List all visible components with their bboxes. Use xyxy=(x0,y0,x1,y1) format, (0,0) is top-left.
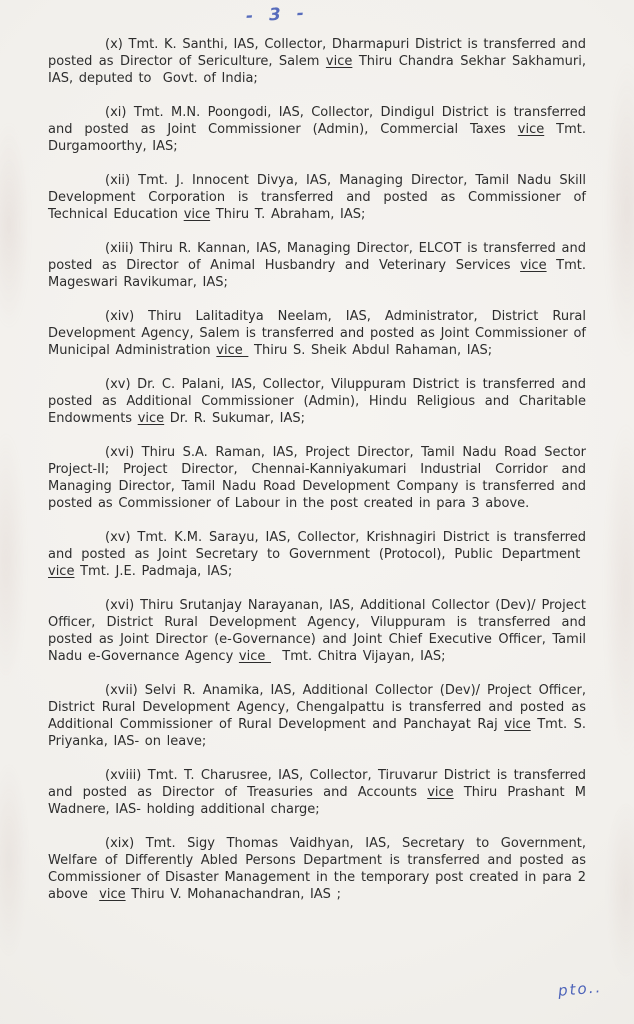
paragraph-x xyxy=(48,36,586,87)
scan-bleedthrough-artifact xyxy=(0,430,26,690)
paragraph-xv-2 xyxy=(48,529,586,580)
paragraph-xiv xyxy=(48,308,586,359)
paragraph-text: Tmt. J.E. Padmaja, IAS; xyxy=(74,564,233,579)
vice-underlined-word: vice xyxy=(238,649,271,664)
paragraph-text: Tmt. Chitra Vijayan, IAS; xyxy=(271,649,446,664)
scan-bleedthrough-artifact xyxy=(0,120,30,330)
paragraph-xiii xyxy=(48,240,586,291)
paragraph-xviii xyxy=(48,767,586,818)
vice-underlined-word: vice xyxy=(137,411,165,426)
paragraph-xvii xyxy=(48,682,586,750)
paragraph-text: (xi) Tmt. M.N. Poongodi, IAS, Collector, Dindigul District is transferred and posted as Joint Commissioner (Admin), Commercial Taxes xyxy=(48,105,586,137)
document-body xyxy=(48,36,586,903)
paragraph-text: Thiru Chandra Sekhar Sakhamuri, IAS, deputed to Govt. of India; xyxy=(48,54,586,86)
paragraph-text: (xvi) Thiru S.A. Raman, IAS, Project Director, Tamil Nadu Road Sector Project-II; Project Director, Chennai-Kanniyakumari Industrial Corridor and Managing Director, Tamil Nadu Road Development Company is transferred and posted as Commissioner of Labour in the post created in para 3 above. xyxy=(48,445,586,511)
paragraph-text: (xvi) Thiru Srutanjay Narayanan, IAS, Additional Collector (Dev)/ Project Officer, District Rural Development Agency, Viluppuram is transferred and posted as Joint Director (e-Governance) and Joint Chief Executive Officer, Tamil Nadu e-Governance Agency xyxy=(48,598,586,664)
scan-bleedthrough-artifact xyxy=(606,800,634,980)
handwritten-page-number: - 3 - xyxy=(245,3,310,27)
vice-underlined-word: vice xyxy=(99,887,126,902)
paragraph-text: (xv) Dr. C. Palani, IAS, Collector, Viluppuram District is transferred and posted as Additional Commissioner (Admin), Hindu Religious and Charitable Endowments xyxy=(48,377,586,426)
paragraph-xvi xyxy=(48,444,586,512)
paragraph-text: Thiru T. Abraham, IAS; xyxy=(210,207,366,222)
scan-bleedthrough-artifact xyxy=(604,420,634,760)
paragraph-text: Tmt. Mageswari Ravikumar, IAS; xyxy=(48,258,587,290)
paragraph-text: Thiru Prashant M Wadnere, IAS- holding additional charge; xyxy=(48,785,586,817)
paragraph-text: (xix) Tmt. Sigy Thomas Vaidhyan, IAS, Secretary to Government, Welfare of Differently Abled Persons Department is transferred and posted as Commissioner of Disaster Management in the temporary post created in para 2 above xyxy=(48,836,586,902)
paragraph-text: (xiv) Thiru Lalitaditya Neelam, IAS, Administrator, District Rural Development Agency, Salem is transferred and posted as Joint Commissioner of Municipal Administration xyxy=(48,309,586,358)
vice-underlined-word: vice xyxy=(517,122,545,137)
vice-underlined-word: vice xyxy=(183,207,211,222)
paragraph-xvi-2 xyxy=(48,597,586,665)
paragraph-xi xyxy=(48,104,586,155)
scan-bleedthrough-artifact xyxy=(604,60,634,360)
paragraph-xv xyxy=(48,376,586,427)
paragraph-text: Tmt. Durgamoorthy, IAS; xyxy=(48,122,586,154)
paragraph-text: (x) Tmt. K. Santhi, IAS, Collector, Dharmapuri District is transferred and posted as Director of Sericulture, Salem xyxy=(48,37,586,69)
paragraph-text: Thiru V. Mohanachandran, IAS ; xyxy=(125,887,341,902)
vice-underlined-word: vice xyxy=(216,343,249,358)
paragraph-text: (xvii) Selvi R. Anamika, IAS, Additional Collector (Dev)/ Project Officer, District Rural Development Agency, Chengalpattu is transferred and posted as Additional Commissioner of Rural Development and Panchayat Raj xyxy=(48,683,586,732)
paragraph-text: (xv) Tmt. K.M. Sarayu, IAS, Collector, Krishnagiri District is transferred and posted as Joint Secretary to Government (Protocol), Public Department xyxy=(48,530,586,562)
vice-underlined-word: vice xyxy=(48,564,75,579)
handwritten-pto-note: pto.. xyxy=(557,978,603,1000)
paragraph-text: Tmt. S. Priyanka, IAS- on leave; xyxy=(48,717,586,749)
vice-underlined-word: vice xyxy=(520,258,547,273)
paragraph-text: Thiru S. Sheik Abdul Rahaman, IAS; xyxy=(248,343,493,358)
paragraph-text: (xii) Tmt. J. Innocent Divya, IAS, Managing Director, Tamil Nadu Skill Development Corporation is transferred and posted as Commissioner of Technical Education xyxy=(48,173,586,222)
paragraph-text: Dr. R. Sukumar, IAS; xyxy=(164,411,306,426)
vice-underlined-word: vice xyxy=(504,717,531,732)
paragraph-xii xyxy=(48,172,586,223)
paragraph-text: (xiii) Thiru R. Kannan, IAS, Managing Director, ELCOT is transferred and posted as Director of Animal Husbandry and Veterinary Services xyxy=(48,241,586,273)
paragraph-xix xyxy=(48,835,586,903)
vice-underlined-word: vice xyxy=(427,785,454,800)
scan-bleedthrough-artifact xyxy=(0,760,28,960)
vice-underlined-word: vice xyxy=(325,54,353,69)
paragraph-text: (xviii) Tmt. T. Charusree, IAS, Collector, Tiruvarur District is transferred and posted as Director of Treasuries and Accounts xyxy=(48,768,586,800)
